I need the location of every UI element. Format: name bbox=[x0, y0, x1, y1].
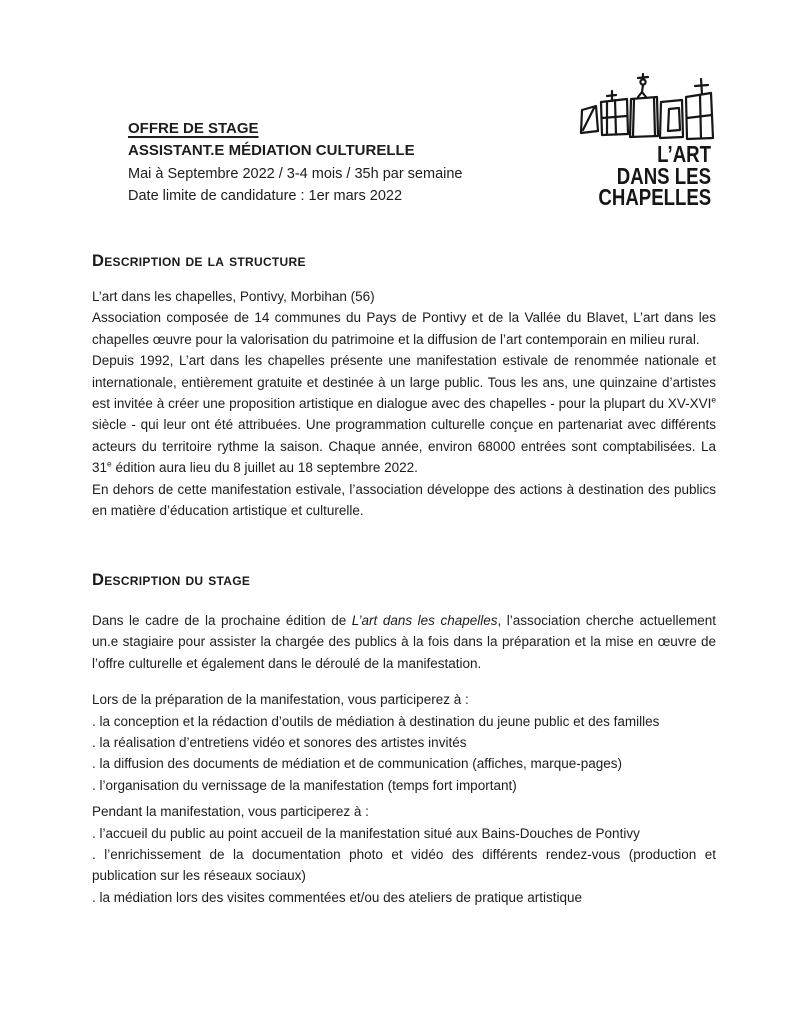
task-item: . l’organisation du vernissage de la manifestation (temps fort important) bbox=[92, 777, 517, 793]
task-item: . la conception et la rédaction d’outils de médiation à destination du jeune public et des familles bbox=[92, 713, 660, 729]
offer-title: OFFRE DE STAGE bbox=[128, 120, 259, 137]
text-run: Depuis 1992, L’art dans les chapelles présente une manifestation estivale de renommée nationale et internationale, entièrement gratuite et destinée à un large public. Tous les ans, une quinzaine d’artistes est invitée à créer une proposition artistique en dialogue avec des chapelles - pour la plupart du XV-XVI bbox=[92, 353, 716, 412]
structure-paragraph: En dehors de cette manifestation estivale, l’association développe des actions à destination des publics en matière d’éducation artistique et culturelle. bbox=[92, 481, 716, 519]
during-tasks bbox=[92, 801, 716, 908]
structure-paragraph bbox=[92, 350, 716, 478]
stage-intro bbox=[92, 610, 716, 674]
offer-schedule: Mai à Septembre 2022 / 3-4 mois / 35h par semaine bbox=[128, 165, 463, 182]
task-item: . la réalisation d’entretiens vidéo et sonores des artistes invités bbox=[92, 735, 467, 751]
preparation-lead: Lors de la préparation de la manifestation, vous participerez à : bbox=[92, 692, 469, 708]
text-run: Dans le cadre de la prochaine édition de bbox=[92, 613, 352, 628]
offer-subtitle: ASSISTANT.E MÉDIATION CULTURELLE bbox=[128, 142, 415, 160]
offer-deadline: Date limite de candidature : 1er mars 2022 bbox=[128, 188, 403, 205]
logo-line-3: CHAPELLES bbox=[598, 184, 712, 210]
logo bbox=[572, 73, 715, 209]
superscript-e: e bbox=[107, 458, 112, 469]
event-name-italic: L’art dans les chapelles bbox=[351, 613, 498, 628]
task-item: . l’enrichissement de la documentation photo et vidéo des différents rendez-vous (production et publication sur les réseaux sociaux) bbox=[92, 847, 716, 884]
chapels-sketch-icon bbox=[572, 73, 715, 141]
stage-section-body bbox=[92, 610, 716, 908]
text-run: siècle - qui leur ont été attribuées. Une programmation culturelle conçue en partenariat avec différents acteurs du territoire rythme la saison. Chaque année, environ 68000 entrées sont comptabilisées. La 31 bbox=[92, 417, 716, 476]
during-lead: Pendant la manifestation, vous participerez à : bbox=[92, 804, 369, 820]
task-item: . la diffusion des documents de médiation et de communication (affiches, marque-pages) bbox=[92, 756, 623, 772]
superscript-e: e bbox=[711, 394, 716, 405]
text-run: , l’association cherche actuellement un.e stagiaire pour assister la chargée des publics à la fois dans la préparation et la mise en œuvre de l’offre culturelle et également dans le déroulé de la manifestation. bbox=[92, 613, 716, 671]
task-item: . la médiation lors des visites commentées et/ou des ateliers de pratique artistique bbox=[92, 889, 583, 905]
structure-section-heading: Description de la structure bbox=[92, 252, 306, 270]
logo-line-2: DANS LES bbox=[616, 162, 711, 189]
stage-section-heading: Description du stage bbox=[92, 571, 251, 589]
logo-wordmark bbox=[572, 141, 715, 210]
offer-header bbox=[128, 118, 462, 208]
structure-location: L’art dans les chapelles, Pontivy, Morbihan (56) bbox=[92, 289, 375, 304]
task-item: . l’accueil du public au point accueil de la manifestation situé aux Bains-Douches de Pontivy bbox=[92, 825, 640, 841]
preparation-tasks bbox=[92, 689, 716, 796]
structure-paragraph: Association composée de 14 communes du Pays de Pontivy et de la Vallée du Blavet, L’art dans les chapelles œuvre pour la valorisation du patrimoine et la diffusion de l’art contemporain en milieu rural. bbox=[92, 310, 716, 347]
structure-section-body bbox=[92, 286, 716, 521]
logo-line-1: L’ART bbox=[657, 141, 711, 167]
text-run: édition aura lieu du 8 juillet au 18 septembre 2022. bbox=[111, 460, 418, 476]
